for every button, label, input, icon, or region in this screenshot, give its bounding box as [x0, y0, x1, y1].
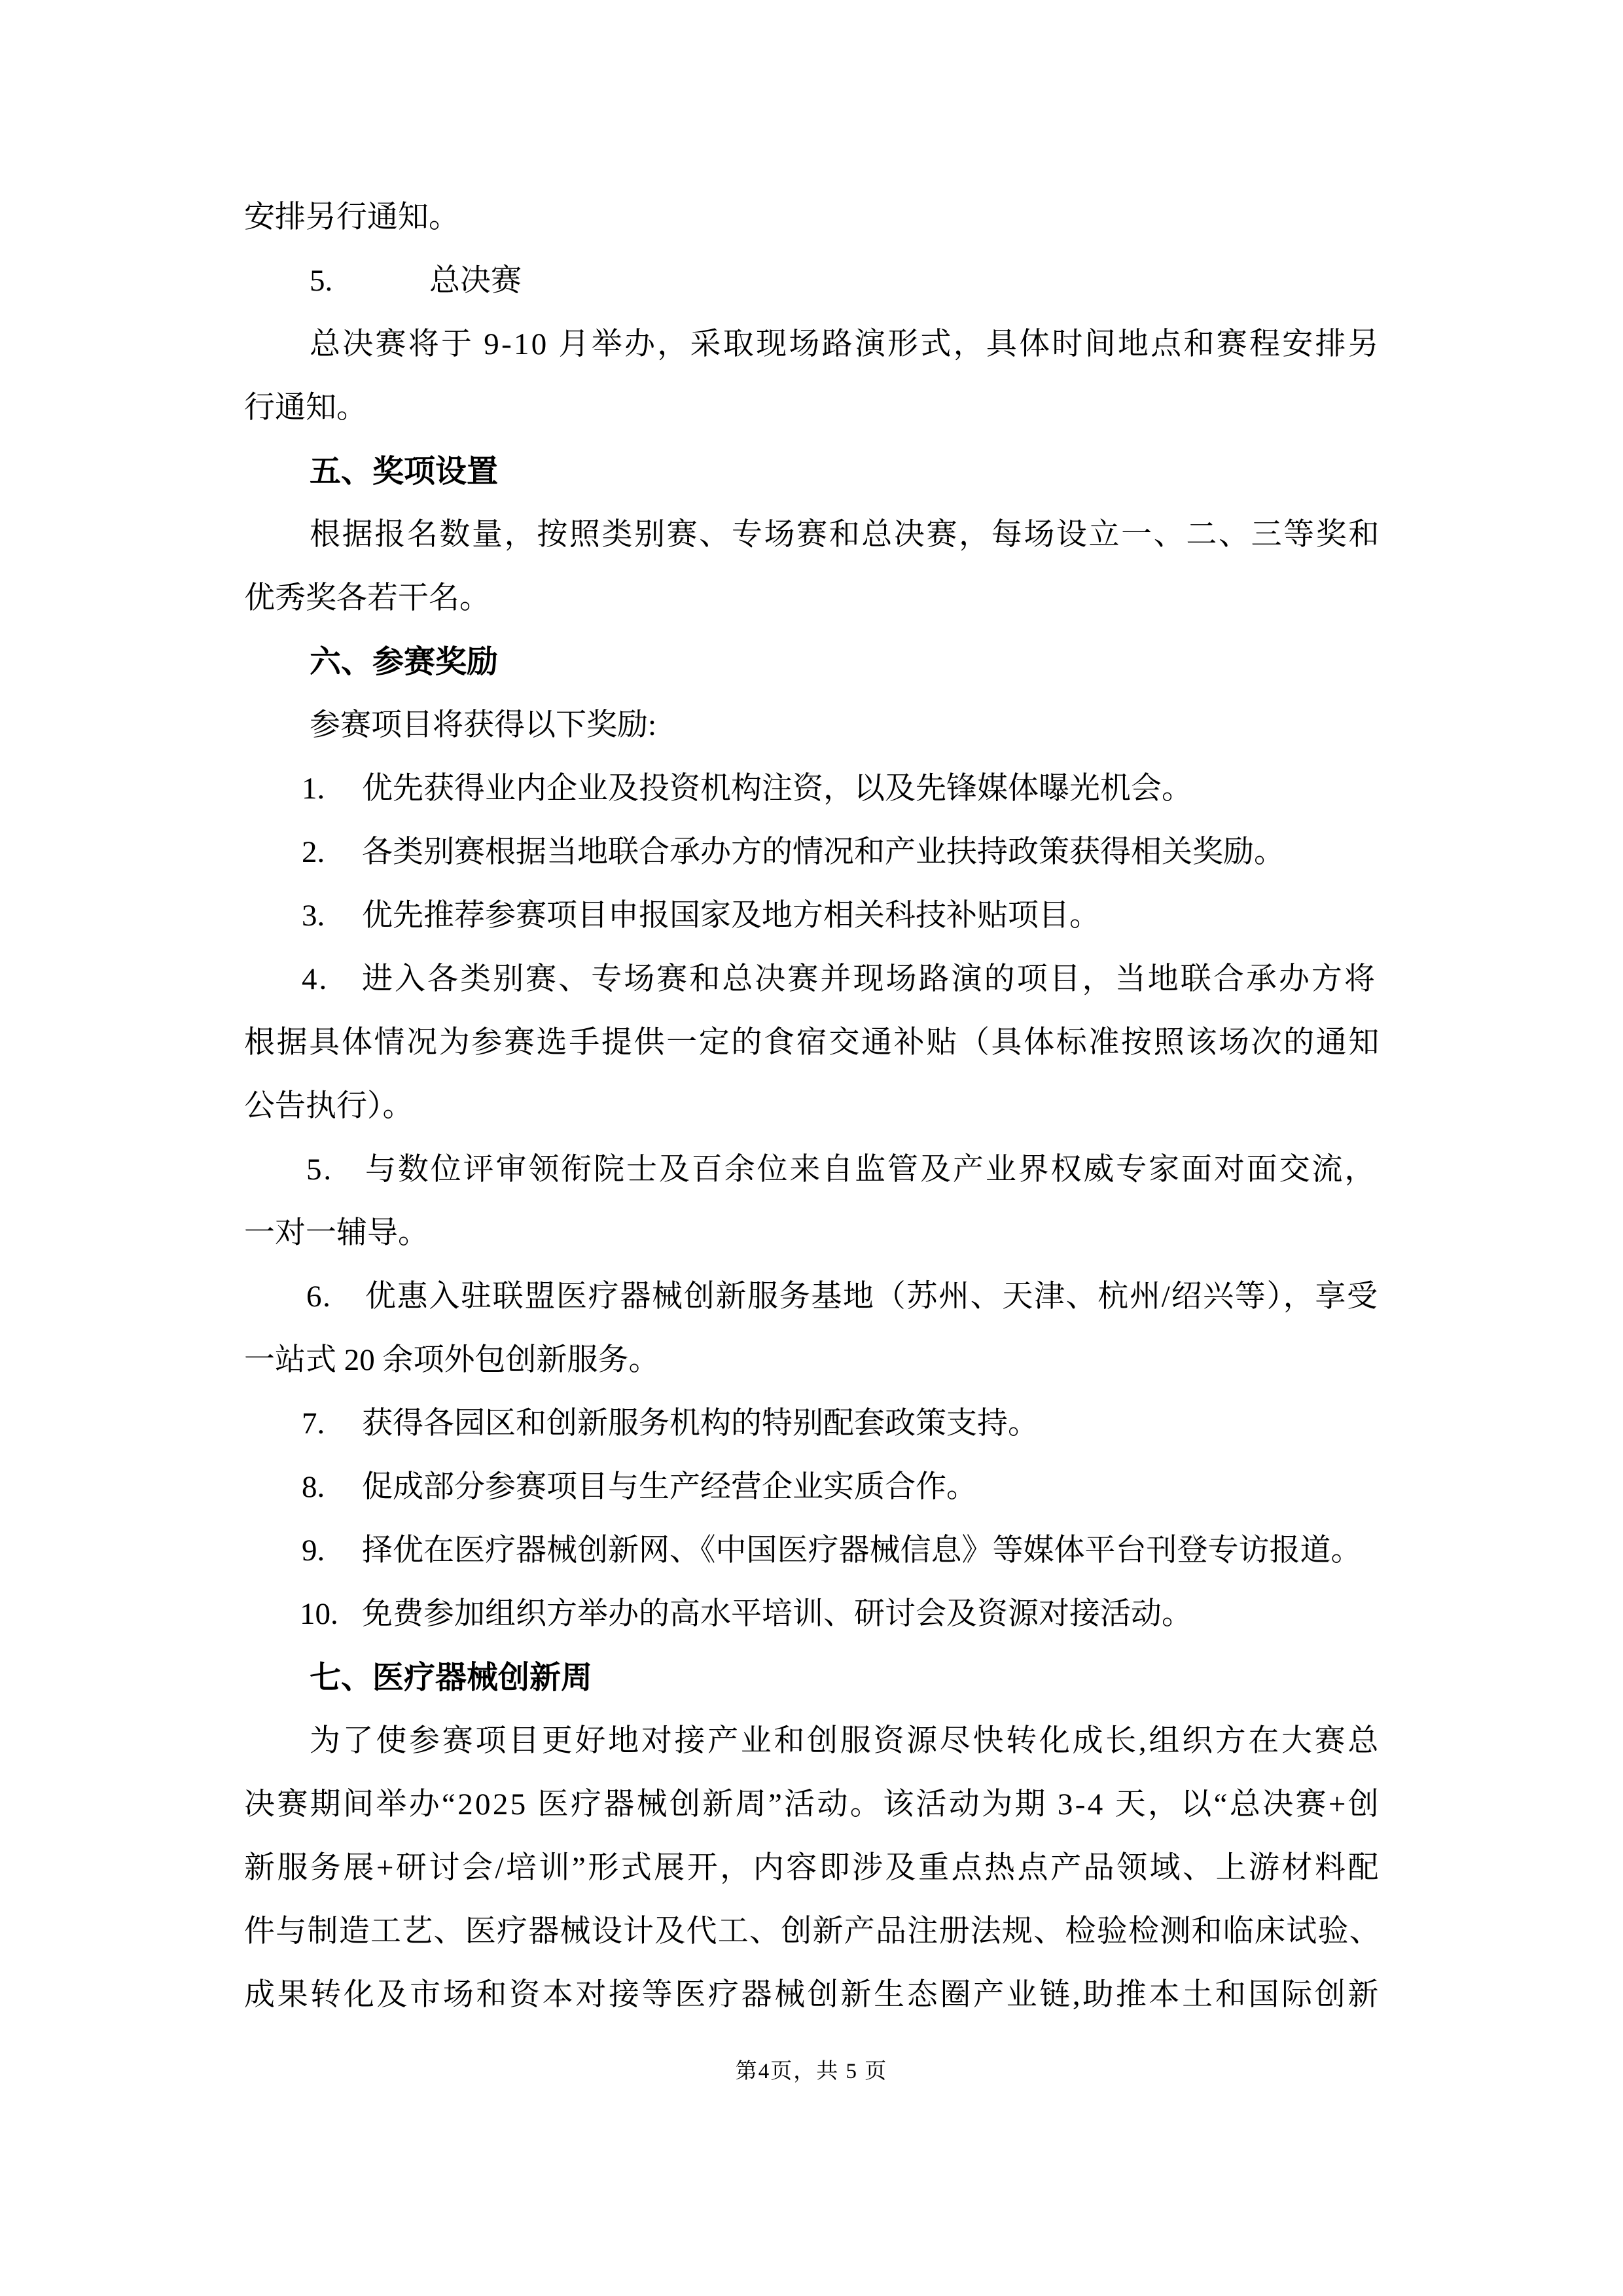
- line-content: [244, 1026, 1381, 1060]
- line-text: 一站式 20 余项外包创新服务。: [244, 1343, 660, 1377]
- text-line: [244, 313, 1381, 376]
- line-content: [244, 1978, 1381, 2012]
- line-content: [302, 962, 1377, 996]
- line-content: [302, 1470, 977, 1504]
- line-text: 公告执行）。: [244, 1089, 414, 1123]
- line-text: 七、医疗器械创新周: [310, 1659, 593, 1696]
- line-content: [310, 643, 498, 680]
- line-text: 总决赛: [429, 264, 522, 298]
- line-content: [310, 264, 522, 298]
- line-content: [310, 327, 1381, 361]
- list-number: 5.: [306, 1153, 334, 1187]
- line-text: 参赛项目将获得以下奖励:: [310, 708, 657, 742]
- line-text: 促成部分参赛项目与生产经营企业实质合作。: [362, 1470, 977, 1504]
- line-text: 与数位评审领衔院士及百余位来自监管及产业界权威专家面对面交流，: [365, 1153, 1378, 1187]
- line-content: [244, 200, 459, 234]
- text-line: [244, 757, 1381, 821]
- list-number: 9.: [302, 1534, 325, 1568]
- line-content: [244, 1343, 660, 1377]
- list-number: 7.: [302, 1407, 325, 1441]
- line-content: [302, 1407, 1039, 1441]
- line-text: 优先推荐参赛项目申报国家及地方相关科技补贴项目。: [362, 899, 1100, 933]
- text-line: [244, 249, 1381, 313]
- text-line: [244, 694, 1381, 757]
- line-content: [302, 1534, 1362, 1568]
- text-line: [244, 1329, 1381, 1392]
- line-text: 各类别赛根据当地联合承办方的情况和产业扶持政策获得相关奖励。: [362, 835, 1285, 869]
- line-text: 新服务展+研讨会/培训”形式展开，内容即涉及重点热点产品领域、上游材料配: [244, 1851, 1381, 1885]
- line-content: [310, 453, 498, 490]
- line-text: 六、参赛奖励: [310, 643, 499, 680]
- line-text: 根据具体情况为参赛选手提供一定的食宿交通补贴（具体标准按照该场次的通知: [244, 1026, 1381, 1060]
- text-line: [244, 1900, 1381, 1964]
- line-content: [302, 899, 1100, 933]
- text-line: [244, 821, 1381, 884]
- text-line: [244, 1138, 1381, 1202]
- line-content: [244, 1216, 429, 1250]
- line-text: 总决赛将于 9-10 月举办，采取现场路演形式，具体时间地点和赛程安排另: [310, 327, 1381, 361]
- line-content: [300, 1597, 1192, 1631]
- text-line: [244, 503, 1381, 567]
- line-text: 获得各园区和创新服务机构的特别配套政策支持。: [362, 1407, 1039, 1441]
- line-content: [244, 1851, 1381, 1885]
- line-content: [302, 835, 1285, 869]
- section-heading: [244, 440, 1381, 503]
- text-line: [244, 1710, 1381, 1773]
- line-content: [244, 581, 490, 615]
- line-text: 为了使参赛项目更好地对接产业和创服资源尽快转化成长,组织方在大赛总: [310, 1724, 1381, 1758]
- line-content: [310, 1724, 1381, 1758]
- list-number: 5.: [310, 264, 333, 298]
- list-number: 8.: [302, 1470, 325, 1504]
- text-line: [244, 948, 1381, 1011]
- line-content: [244, 1914, 1381, 1948]
- text-line: [244, 1773, 1381, 1837]
- line-text: 一对一辅导。: [244, 1216, 429, 1250]
- text-line: [244, 376, 1381, 440]
- list-number: 2.: [302, 835, 325, 869]
- line-content: [244, 391, 367, 425]
- line-text: 择优在医疗器械创新网、《中国医疗器械信息》等媒体平台刊登专访报道。: [362, 1534, 1362, 1568]
- line-text: 进入各类别赛、专场赛和总决赛并现场路演的项目，当地联合承办方将: [362, 962, 1377, 996]
- list-number: 4.: [302, 962, 329, 996]
- line-content: [306, 1153, 1377, 1187]
- text-line: [244, 1392, 1381, 1456]
- line-text: 免费参加组织方举办的高水平培训、研讨会及资源对接活动。: [362, 1597, 1192, 1631]
- text-line: [244, 1583, 1381, 1646]
- line-text: 行通知。: [244, 391, 367, 425]
- line-text: 优惠入驻联盟医疗器械创新服务基地（苏州、天津、杭州/绍兴等），享受: [365, 1280, 1379, 1314]
- text-line: [244, 186, 1381, 249]
- list-number: 10.: [300, 1597, 338, 1631]
- line-text: 成果转化及市场和资本对接等医疗器械创新生态圈产业链,助推本土和国际创新: [244, 1978, 1381, 2012]
- text-line: [244, 1202, 1381, 1265]
- line-text: 件与制造工艺、医疗器械设计及代工、创新产品注册法规、检验检测和临床试验、: [244, 1914, 1381, 1948]
- list-number: 1.: [302, 772, 325, 806]
- text-line: [244, 1456, 1381, 1519]
- line-text: 优秀奖各若干名。: [244, 581, 490, 615]
- line-content: [310, 1659, 592, 1696]
- line-content: [244, 1787, 1381, 1821]
- line-content: [310, 708, 656, 742]
- line-text: 根据报名数量，按照类别赛、专场赛和总决赛，每场设立一、二、三等奖和: [310, 518, 1381, 552]
- list-number: 3.: [302, 899, 325, 933]
- line-text: 五、奖项设置: [310, 453, 499, 490]
- text-line: [244, 1837, 1381, 1900]
- section-heading: [244, 630, 1381, 694]
- line-text: 安排另行通知。: [244, 200, 459, 234]
- line-content: [244, 1089, 414, 1123]
- text-lines: [244, 186, 1381, 2027]
- section-heading: [244, 1646, 1381, 1710]
- text-line: [244, 884, 1381, 948]
- text-line: [244, 1964, 1381, 2027]
- page-footer: 第4页，共 5 页: [735, 2060, 888, 2083]
- text-line: [244, 1011, 1381, 1075]
- line-text: 优先获得业内企业及投资机构注资，以及先锋媒体曝光机会。: [362, 772, 1192, 806]
- text-line: [244, 1075, 1381, 1138]
- text-line: [244, 1265, 1381, 1329]
- text-line: [244, 567, 1381, 630]
- list-number: 6.: [306, 1280, 332, 1314]
- text-line: [244, 1519, 1381, 1583]
- line-content: [310, 518, 1381, 552]
- line-content: [302, 772, 1192, 806]
- line-content: [306, 1280, 1379, 1314]
- line-text: 决赛期间举办“2025 医疗器械创新周”活动。该活动为期 3-4 天，以“总决赛+创: [244, 1787, 1381, 1821]
